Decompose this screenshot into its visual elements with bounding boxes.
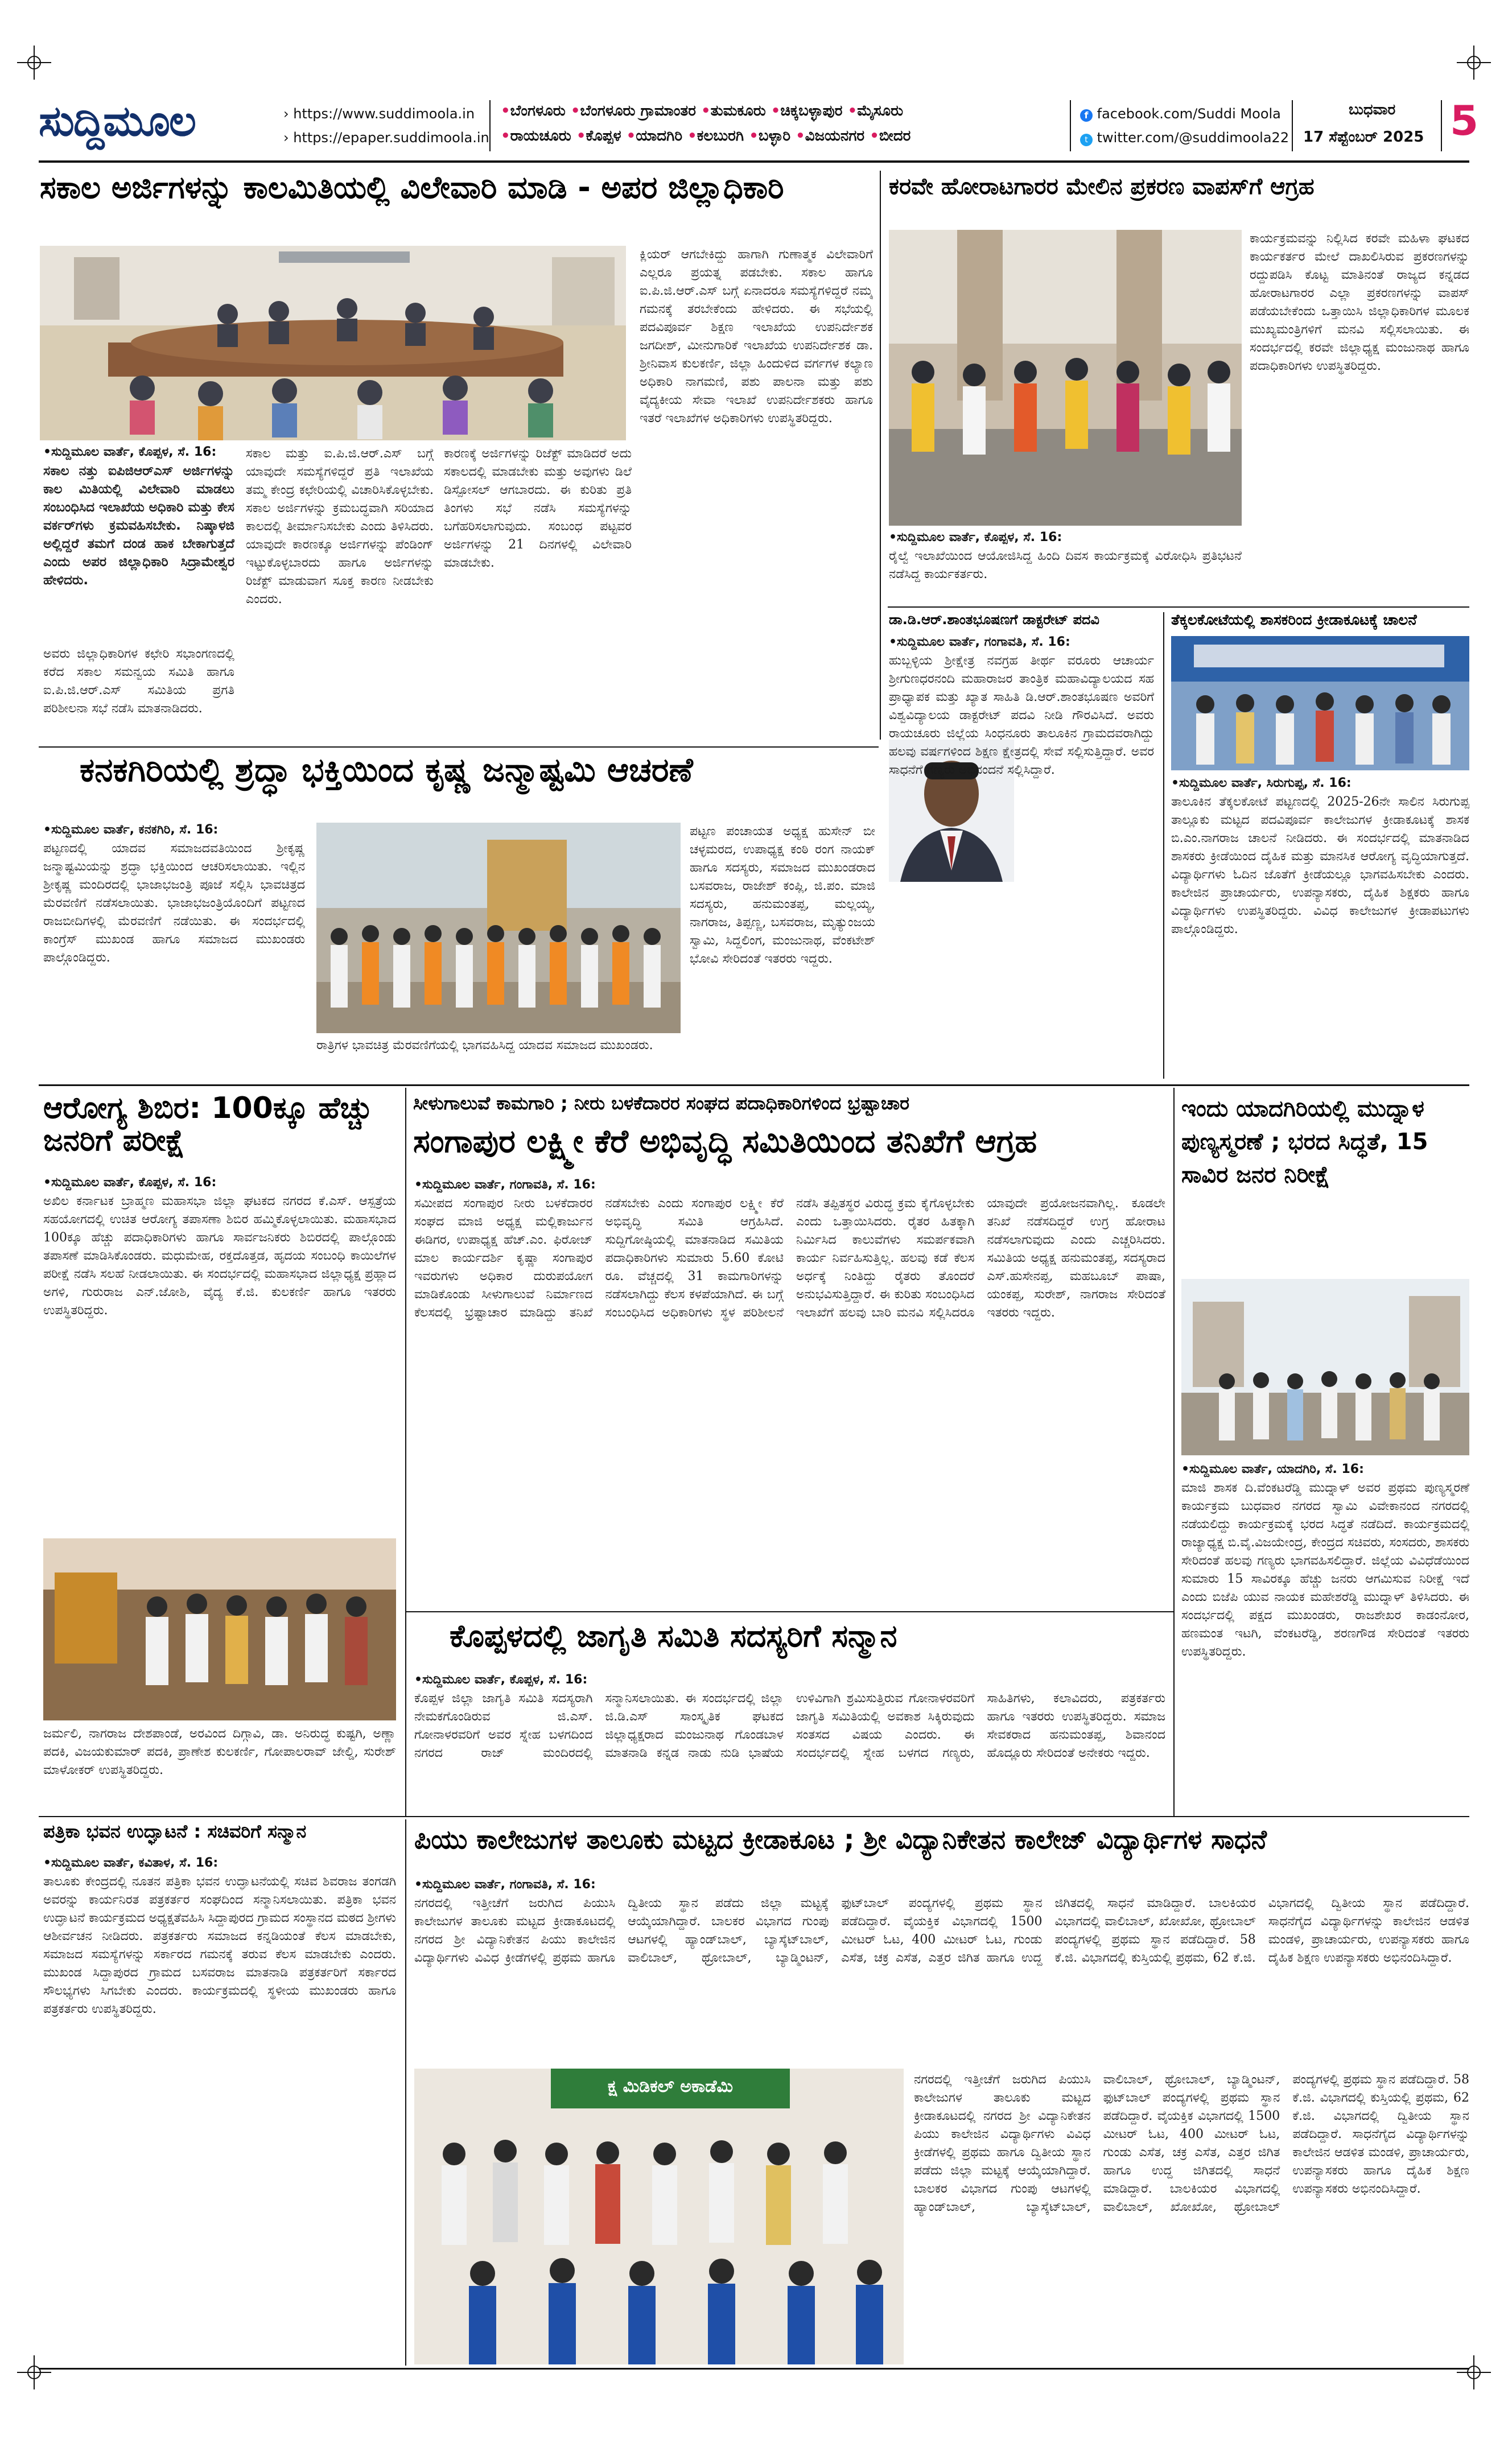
twitter-icon: t (1080, 134, 1093, 146)
facebook-link[interactable]: f facebook.com/Suddi Moola (1080, 106, 1281, 122)
article4-headline: ತೆಕ್ಕಲಕೋಟೆಯಲ್ಲಿ ಶಾಸಕರಿಂದ ಕ್ರೀಡಾಕೂಟಕ್ಕೆ ಚಾಲನೆ (1171, 612, 1417, 629)
article1-photo-meeting (40, 246, 626, 440)
article9-body: ಕೊಪ್ಪಳ ಜಿಲ್ಲಾ ಜಾಗೃತಿ ಸಮಿತಿ ಸದಸ್ಯರಾಗಿ ನೇಮಕಗೊಂಡಿರುವ ಜಿ.ಎಸ್. ಗೋನಾಳರವರಿಗೆ ಅವರ ಸ್ನೇಹ ಬಳಗದಿಂದ ನಗರದ ರಾಜ್ ಮಂದಿರದಲ್ಲಿ ಸನ್ಮಾನಿಸಲಾಯಿತು. ಈ ಸಂದರ್ಭದಲ್ಲಿ ಜಿಲ್ಲಾ ಜಿ.ಡಿ.ಎಸ್ ಸಾಂಸ್ಕೃತಿಕ ಘಟಕದ ಜಿಲ್ಲಾಧ್ಯಕ್ಷರಾದ ಮಂಜುನಾಥ ಗೊಂಡಬಾಳ ಮಾತನಾಡಿ ಕನ್ನಡ ನಾಡು ನುಡಿ ಭಾಷೆಯ ಉಳಿವಿಗಾಗಿ ಶ್ರಮಿಸುತ್ತಿರುವ ಗೋನಾಳರವರಿಗೆ ಜಾಗೃತಿ ಸಮಿತಿಯಲ್ಲಿ ಅವಕಾಶ ಸಿಕ್ಕಿರುವುದು ಸಂತಸದ ವಿಷಯ ಎಂದರು. ಈ ಸಂದರ್ಭದಲ್ಲಿ ಸ್ನೇಹ ಬಳಗದ ಗಣ್ಯರು, ಸಾಹಿತಿಗಳು, ಕಲಾವಿದರು, ಪತ್ರಕರ್ತರು ಹಾಗೂ ಇತರರು ಉಪಸ್ಥಿತರಿದ್ದರು. ಸಮಾಜ ಸೇವಕರಾದ ಹನುಮಂತಪ್ಪ, ಶಿವಾನಂದ ಹೊದ್ಲೂರು ಸೇರಿದಂತೆ ಅನೇಕರು ಇದ್ದರು. (414, 1691, 1165, 1760)
rule-above-a10 (39, 1816, 406, 1817)
city-list-row1: •ಬೆಂಗಳೂರು •ಬೆಂಗಳೂರು ಗ್ರಾಮಾಂತರ •ತುಮಕೂರು •ಚಿಕ್ಕಬಳ್ಳಾಪುರ •ಮೈಸೂರು (501, 102, 904, 119)
article2-headline: ಕರವೇ ಹೋರಾಟಗಾರರ ಮೇಲಿನ ಪ್ರಕರಣ ವಾಪಸ್‌ಗೆ ಆಗ್ರಹ (889, 174, 1315, 200)
masthead-divider-3 (1292, 100, 1293, 151)
article2-byline: •ಸುದ್ದಿಮೂಲ ವಾರ್ತೆ, ಕೊಪ್ಪಳ, ಸೆ. 16: (889, 530, 1062, 544)
article11-body-continued: ನಗರದಲ್ಲಿ ಇತ್ತೀಚೆಗೆ ಜರುಗಿದ ಪಿಯುಸಿ ಕಾಲೇಜುಗಳ ತಾಲೂಕು ಮಟ್ಟದ ಕ್ರೀಡಾಕೂಟದಲ್ಲಿ ನಗರದ ಶ್ರೀ ವಿದ್ಯಾನಿಕೇತನ ಪಿಯು ಕಾಲೇಜಿನ ವಿದ್ಯಾರ್ಥಿಗಳು ವಿವಿಧ ಕ್ರೀಡೆಗಳಲ್ಲಿ ಪ್ರಥಮ ಹಾಗೂ ದ್ವಿತೀಯ ಸ್ಥಾನ ಪಡೆದು ಜಿಲ್ಲಾ ಮಟ್ಟಕ್ಕೆ ಆಯ್ಕೆಯಾಗಿದ್ದಾರೆ. ಬಾಲಕರ ವಿಭಾಗದ ಗುಂಪು ಆಟಗಳಲ್ಲಿ ಹ್ಯಾಂಡ್‌ಬಾಲ್, ಬ್ಯಾಸ್ಕೆಟ್‌ಬಾಲ್, ವಾಲಿಬಾಲ್, ಥ್ರೋಬಾಲ್, ಬ್ಯಾಡ್ಮಿಂಟನ್, ಫುಟ್‌ಬಾಲ್ ಪಂದ್ಯಗಳಲ್ಲಿ ಪ್ರಥಮ ಸ್ಥಾನ ಪಡೆದಿದ್ದಾರೆ. ವೈಯಕ್ತಿಕ ವಿಭಾಗದಲ್ಲಿ 1500 ಮೀಟರ್ ಓಟ, 400 ಮೀಟರ್ ಓಟ, ಗುಂಡು ಎಸೆತ, ಚಕ್ರ ಎಸೆತ, ಎತ್ತರ ಜಿಗಿತ ಹಾಗೂ ಉದ್ದ ಜಿಗಿತದಲ್ಲಿ ಸಾಧನೆ ಮಾಡಿದ್ದಾರೆ. ಬಾಲಕಿಯರ ವಿಭಾಗದಲ್ಲಿ ವಾಲಿಬಾಲ್, ಖೋಖೋ, ಥ್ರೋಬಾಲ್ ಪಂದ್ಯಗಳಲ್ಲಿ ಪ್ರಥಮ ಸ್ಥಾನ ಪಡೆದಿದ್ದಾರೆ. 58 ಕೆ.ಜಿ. ವಿಭಾಗದಲ್ಲಿ ಕುಸ್ತಿಯಲ್ಲಿ ಪ್ರಥಮ, 62 ಕೆ.ಜಿ. ವಿಭಾಗದಲ್ಲಿ ದ್ವಿತೀಯ ಸ್ಥಾನ ಪಡೆದಿದ್ದಾರೆ. ಸಾಧನೆಗೈದ ವಿದ್ಯಾರ್ಥಿಗಳನ್ನು ಕಾಲೇಜಿನ ಆಡಳಿತ ಮಂಡಳಿ, ಪ್ರಾಚಾರ್ಯರು, ಉಪನ್ಯಾಸಕರು ಹಾಗೂ ದೈಹಿಕ ಶಿಕ್ಷಣ ಉಪನ್ಯಾಸಕರು ಅಭಿನಂದಿಸಿದ್ದಾರೆ. (914, 2073, 1469, 2214)
city-list-row2: •ರಾಯಚೂರು •ಕೊಪ್ಪಳ •ಯಾದಗಿರಿ •ಕಲಬುರಗಿ •ಬಳ್ಳಾರಿ •ವಿಜಯನಗರ •ಬೀದರ (501, 127, 911, 145)
rule-above-a9 (405, 1611, 1173, 1612)
article1-headline: ಸಕಾಲ ಅರ್ಜಿಗಳನ್ನು ಕಾಲಮಿತಿಯಲ್ಲಿ ವಿಲೇವಾರಿ ಮಾಡಿ - ಅಪರ ಜಿಲ್ಲಾಧಿಕಾರಿ (40, 170, 784, 205)
crop-mark-top-right (1457, 46, 1491, 80)
article5-col3: ಪಟ್ಟಣ ಪಂಚಾಯತ ಅಧ್ಯಕ್ಷ ಹುಸೇನ್ ಬೀ ಚಳ್ಳಮರದ, ಉಪಾಧ್ಯಕ್ಷ ಕಂಠಿ ರಂಗ ನಾಯಕ್ ಹಾಗೂ ಸದಸ್ಯರು, ಸಮಾಜದ ಮುಖಂಡರಾದ ಬಸವರಾಜ, ರಾಜೇಶ್ ಕಂಪ್ಲಿ, ಜಿ.ಪಂ. ಮಾಜಿ ಸದಸ್ಯರು, ಹನುಮಂತಪ್ಪ, ಮಲ್ಲಯ್ಯ, ನಾಗರಾಜ, ತಿಪ್ಪಣ್ಣ, ಬಸವರಾಜ, ಮೃತ್ಯುಂಜಯ ಸ್ವಾಮಿ, ಸಿದ್ದಲಿಂಗ, ಮಂಜುನಾಥ, ವೆಂಕಟೇಶ್ ಭೋವಿ ಸೇರಿದಂತೆ ಇತರರು ಇದ್ದರು. (690, 824, 875, 966)
article9-headline: ಕೊಪ್ಪಳದಲ್ಲಿ ಜಾಗೃತಿ ಸಮಿತಿ ಸದಸ್ಯರಿಗೆ ಸನ್ಮಾನ (450, 1618, 897, 1654)
article6-byline: •ಸುದ್ದಿಮೂಲ ವಾರ್ತೆ, ಕೊಪ್ಪಳ, ಸೆ. 16: (43, 1175, 217, 1190)
article1-col1: ಅವರು ಜಿಲ್ಲಾಧಿಕಾರಿಗಳ ಕಛೇರಿ ಸಭಾಂಗಣದಲ್ಲಿ ಕರೆದ ಸಕಾಲ ಸಮನ್ವಯ ಸಮಿತಿ ಹಾಗೂ ಐ.ಪಿ.ಜಿ.ಆರ್.ಎಸ್ ಸಮಿತಿಯ ಪ್ರಗತಿ ಪರಿಶೀಲನಾ ಸಭೆ ನಡೆಸಿ ಮಾತನಾಡಿದರು. (43, 647, 234, 716)
article8-body: ಮಾಜಿ ಶಾಸಕ ದಿ.ವೆಂಕಟರೆಡ್ಡಿ ಮುದ್ನಾಳ್ ಅವರ ಪ್ರಥಮ ಪುಣ್ಯಸ್ಮರಣೆ ಕಾರ್ಯಕ್ರಮ ಬುಧವಾರ ನಗರದ ಸ್ವಾಮಿ ವಿವೇಕಾನಂದ ನಗರದಲ್ಲಿ ನಡೆಯಲಿದ್ದು ಕಾರ್ಯಕ್ರಮಕ್ಕೆ ಭರದ ಸಿದ್ಧತೆ ನಡೆದಿದೆ. ಕಾರ್ಯಕ್ರಮದಲ್ಲಿ ರಾಜ್ಯಾಧ್ಯಕ್ಷ ಬಿ.ವೈ.ವಿಜಯೇಂದ್ರ, ಕೇಂದ್ರದ ಸಚಿವರು, ಸಂಸದರು, ಶಾಸಕರು ಸೇರಿದಂತೆ ಹಲವು ಗಣ್ಯರು ಭಾಗವಹಿಸಲಿದ್ದಾರೆ. ಜಿಲ್ಲೆಯ ವಿವಿಧೆಡೆಯಿಂದ ಸುಮಾರು 15 ಸಾವಿರಕ್ಕೂ ಹೆಚ್ಚು ಜನರು ಆಗಮಿಸುವ ನಿರೀಕ್ಷೆ ಇದೆ ಎಂದು ಬಿಜೆಪಿ ಯುವ ನಾಯಕ ಮಹೇಶರೆಡ್ಡಿ ಮುದ್ನಾಳ್ ತಿಳಿಸಿದರು. ಈ ಸಂದರ್ಭದಲ್ಲಿ ಪಕ್ಷದ ಮುಖಂಡರು, ರಾಜಶೇಖರ ಕಾಡಂನೋರ, ಹಣಮಂತ ಇಟಗಿ, ವೆಂಕಟರೆಡ್ಡಿ, ಶರಣಗೌಡ ಸೇರಿದಂತೆ ಇತರರು ಉಪಸ್ಥಿತರಿದ್ದರು. (1181, 1481, 1469, 1659)
article7-byline: •ಸುದ್ದಿಮೂಲ ವಾರ್ತೆ, ಗಂಗಾವತಿ, ಸೆ. 16: (414, 1178, 596, 1192)
article8-byline: •ಸುದ್ದಿಮೂಲ ವಾರ್ತೆ, ಯಾದಗಿರಿ, ಸೆ. 16: (1181, 1462, 1364, 1476)
article5-col1: ಪಟ್ಟಣದಲ್ಲಿ ಯಾದವ ಸಮಾಜದವತಿಯಿಂದ ಶ್ರೀಕೃಷ್ಣ ಜನ್ಮಾಷ್ಟಮಿಯನ್ನು ಶ್ರದ್ಧಾ ಭಕ್ತಿಯಿಂದ ಆಚರಿಸಲಾಯಿತು. ಇಲ್ಲಿನ ಶ್ರೀಕೃಷ್ಣ ಮಂದಿರದಲ್ಲಿ ಭಾಜಾಭಜಂತ್ರಿ ಪೂಜೆ ಸಲ್ಲಿಸಿ ಭಾವಚಿತ್ರದ ಮೆರವಣಿಗೆ ನಡೆಸಲಾಯಿತು. ಭಾಜಾಭಜಂತ್ರಿಯೊಂದಿಗೆ ಪಟ್ಟಣದ ರಾಜಬೀದಿಗಳಲ್ಲಿ ಮೆರವಣಿಗೆ ನಡೆಯಿತು. ಈ ಸಂದರ್ಭದಲ್ಲಿ ಕಾಂಗ್ರೆಸ್ ಮುಖಂಡ ಹಾಗೂ ಸಮಾಜದ ಮುಖಂಡರು ಪಾಲ್ಗೊಂಡಿದ್ದರು. (43, 841, 305, 965)
article11-banner-text: ಕ್ಷ ಮಿಡಿಕಲ್ ಅಕಾಡೆಮಿ (607, 2077, 734, 2096)
weekday: ಬುಧವಾರ (1349, 101, 1396, 118)
article2-body: ಕಾರ್ಯಕ್ರಮವನ್ನು ನಿಲ್ಲಿಸಿದ ಕರವೇ ಮಹಿಳಾ ಘಟಕದ ಕಾರ್ಯಕರ್ತರ ಮೇಲೆ ದಾಖಲಿಸಿರುವ ಪ್ರಕರಣಗಳನ್ನು ರದ್ದುಪಡಿಸಿ ಕೊಟ್ಟ ಮಾತಿನಂತೆ ರಾಜ್ಯದ ಕನ್ನಡದ ಹೋರಾಟಗಾರರ ಎಲ್ಲಾ ಪ್ರಕರಣಗಳನ್ನು ವಾಪಸ್ ಪಡೆಯಬೇಕೆಂದು ಒತ್ತಾಯಿಸಿ ಜಿಲ್ಲಾಧಿಕಾರಿಗಳ ಮೂಲಕ ಮುಖ್ಯಮಂತ್ರಿಗಳಿಗೆ ಮನವಿ ಸಲ್ಲಿಸಲಾಯಿತು. ಈ ಸಂದರ್ಭದಲ್ಲಿ ಕರವೇ ಜಿಲ್ಲಾಧ್ಯಕ್ಷ ಮಂಜುನಾಥ ಹಾಗೂ ಪದಾಧಿಕಾರಿಗಳು ಉಪಸ್ಥಿತರಿದ್ದರು. (1250, 232, 1469, 373)
article5-photo-procession (316, 823, 681, 1033)
article1-col4: ಕ್ಲಿಯರ್ ಆಗಬೇಕಿದ್ದು ಹಾಗಾಗಿ ಗುಣಾತ್ಮಕ ವಿಲೇವಾರಿಗೆ ಎಲ್ಲರೂ ಪ್ರಯತ್ನ ಪಡಬೇಕು. ಸಕಾಲ ಹಾಗೂ ಐ.ಪಿ.ಜಿ.ಆರ್.ಎಸ್ ಬಗ್ಗೆ ಏನಾದರೂ ಸಮಸ್ಯೆಗಳಿದ್ದರೆ ನಮ್ಮ ಗಮನಕ್ಕೆ ತರಬೇಕೆಂದು ಹೇಳಿದರು. ಈ ಸಭೆಯಲ್ಲಿ ಪದವಿಪೂರ್ವ ಶಿಕ್ಷಣ ಇಲಾಖೆಯ ಉಪನಿರ್ದೇಶಕ ಜಗದೀಶ್, ಮೀನುಗಾರಿಕೆ ಇಲಾಖೆಯ ಉಪನಿರ್ದೇಶಕ ಡಾ. ಶ್ರೀನಿವಾಸ ಕುಲಕರ್ಣಿ, ಜಿಲ್ಲಾ ಹಿಂದುಳಿದ ವರ್ಗಗಳ ಕಲ್ಯಾಣ ಅಧಿಕಾರಿ ನಾಗಮಣಿ, ಪಶು ಪಾಲನಾ ಮತ್ತು ಪಶು ವೈದ್ಯಕೀಯ ಸೇವಾ ಇಲಾಖೆ ಉಪನಿರ್ದೇಶಕರು ಹಾಗೂ ಇತರೆ ಇಲಾಖೆಗಳ ಅಧಿಕಾರಿಗಳು ಉಪಸ್ಥಿತರಿದ್ದರು. (640, 247, 873, 426)
article4-body: ತಾಲೂಕಿನ ತೆಕ್ಕಲಕೋಟೆ ಪಟ್ಟಣದಲ್ಲಿ 2025-26ನೇ ಸಾಲಿನ ಸಿರುಗುಪ್ಪ ತಾಲ್ಲೂಕು ಮಟ್ಟದ ಪದವಿಪೂರ್ವ ಕಾಲೇಜುಗಳ ಕ್ರೀಡಾಕೂಟಕ್ಕೆ ಶಾಸಕ ಬಿ.ಎಂ.ನಾಗರಾಜ ಚಾಲನೆ ನೀಡಿದರು. ಈ ಸಂದರ್ಭದಲ್ಲಿ ಮಾತನಾಡಿದ ಶಾಸಕರು ಕ್ರೀಡೆಯಿಂದ ದೈಹಿಕ ಮತ್ತು ಮಾನಸಿಕ ಆರೋಗ್ಯ ವೃದ್ಧಿಯಾಗುತ್ತದೆ. ವಿದ್ಯಾರ್ಥಿಗಳು ಓದಿನ ಜೊತೆಗೆ ಕ್ರೀಡೆಯಲ್ಲೂ ಭಾಗವಹಿಸಬೇಕು ಎಂದರು. ಕಾಲೇಜಿನ ಪ್ರಾಚಾರ್ಯರು, ಉಪನ್ಯಾಸಕರು, ದೈಹಿಕ ಶಿಕ್ಷಕರು ಹಾಗೂ ವಿದ್ಯಾರ್ಥಿಗಳು ಉಪಸ್ಥಿತರಿದ್ದರು. ವಿವಿಧ ಕಾಲೇಜುಗಳ ಕ್ರೀಡಾಪಟುಗಳು ಪಾಲ್ಗೊಂಡಿದ್ದರು. (1171, 795, 1469, 936)
article2-caption: ರೈಲ್ವೆ ಇಲಾಖೆಯಿಂದ ಆಯೋಜಿಸಿದ್ದ ಹಿಂದಿ ದಿವಸ ಕಾರ್ಯಕ್ರಮಕ್ಕೆ ವಿರೋಧಿಸಿ ಪ್ರತಿಭಟನೆ ನಡೆಸಿದ್ದ ಕಾರ್ಯಕರ್ತರು. (889, 549, 1242, 581)
article11-body: ನಗರದಲ್ಲಿ ಇತ್ತೀಚೆಗೆ ಜರುಗಿದ ಪಿಯುಸಿ ಕಾಲೇಜುಗಳ ತಾಲೂಕು ಮಟ್ಟದ ಕ್ರೀಡಾಕೂಟದಲ್ಲಿ ನಗರದ ಶ್ರೀ ವಿದ್ಯಾನಿಕೇತನ ಪಿಯು ಕಾಲೇಜಿನ ವಿದ್ಯಾರ್ಥಿಗಳು ವಿವಿಧ ಕ್ರೀಡೆಗಳಲ್ಲಿ ಪ್ರಥಮ ಹಾಗೂ ದ್ವಿತೀಯ ಸ್ಥಾನ ಪಡೆದು ಜಿಲ್ಲಾ ಮಟ್ಟಕ್ಕೆ ಆಯ್ಕೆಯಾಗಿದ್ದಾರೆ. ಬಾಲಕರ ವಿಭಾಗದ ಗುಂಪು ಆಟಗಳಲ್ಲಿ ಹ್ಯಾಂಡ್‌ಬಾಲ್, ಬ್ಯಾಸ್ಕೆಟ್‌ಬಾಲ್, ವಾಲಿಬಾಲ್, ಥ್ರೋಬಾಲ್, ಬ್ಯಾಡ್ಮಿಂಟನ್, ಫುಟ್‌ಬಾಲ್ ಪಂದ್ಯಗಳಲ್ಲಿ ಪ್ರಥಮ ಸ್ಥಾನ ಪಡೆದಿದ್ದಾರೆ. ವೈಯಕ್ತಿಕ ವಿಭಾಗದಲ್ಲಿ 1500 ಮೀಟರ್ ಓಟ, 400 ಮೀಟರ್ ಓಟ, ಗುಂಡು ಎಸೆತ, ಚಕ್ರ ಎಸೆತ, ಎತ್ತರ ಜಿಗಿತ ಹಾಗೂ ಉದ್ದ ಜಿಗಿತದಲ್ಲಿ ಸಾಧನೆ ಮಾಡಿದ್ದಾರೆ. ಬಾಲಕಿಯರ ವಿಭಾಗದಲ್ಲಿ ವಾಲಿಬಾಲ್, ಖೋಖೋ, ಥ್ರೋಬಾಲ್ ಪಂದ್ಯಗಳಲ್ಲಿ ಪ್ರಥಮ ಸ್ಥಾನ ಪಡೆದಿದ್ದಾರೆ. 58 ಕೆ.ಜಿ. ವಿಭಾಗದಲ್ಲಿ ಕುಸ್ತಿಯಲ್ಲಿ ಪ್ರಥಮ, 62 ಕೆ.ಜಿ. ವಿಭಾಗದಲ್ಲಿ ದ್ವಿತೀಯ ಸ್ಥಾನ ಪಡೆದಿದ್ದಾರೆ. ಸಾಧನೆಗೈದ ವಿದ್ಯಾರ್ಥಿಗಳನ್ನು ಕಾಲೇಜಿನ ಆಡಳಿತ ಮಂಡಳಿ, ಪ್ರಾಚಾರ್ಯರು, ಉಪನ್ಯಾಸಕರು ಹಾಗೂ ದೈಹಿಕ ಶಿಕ್ಷಣ ಉಪನ್ಯಾಸಕರು ಅಭಿನಂದಿಸಿದ್ದಾರೆ. (414, 1896, 1469, 1965)
page-bottom-rule (39, 2368, 1469, 2370)
epaper-url[interactable]: › https://epaper.suddimoola.in (283, 130, 489, 146)
article1-byline: •ಸುದ್ದಿಮೂಲ ವಾರ್ತೆ, ಕೊಪ್ಪಳ, ಸೆ. 16: (43, 445, 217, 459)
article5-headline: ಕನಕಗಿರಿಯಲ್ಲಿ ಶ್ರದ್ಧಾ ಭಕ್ತಿಯಿಂದ ಕೃಷ್ಣ ಜನ್ಮಾಷ್ಟಮಿ ಆಚರಣೆ (80, 750, 693, 789)
article6-caption: ಜರ್ಮಲಿ, ನಾಗರಾಜ ದೇಶಪಾಂಡೆ, ಅರವಿಂದ ದಿಗ್ಗಾವಿ, ಡಾ. ಅನಿರುದ್ಧ ಕುಷ್ಟಗಿ, ಅಣ್ಣಾ ಪದಕಿ, ವಿಜಯಕುಮಾರ್ ಪದಕಿ, ಪ್ರಾಣೇಶ ಕುಲಕರ್ಣಿ, ಗೋಪಾಲರಾವ್ ಜೇಲ್ಡಿ, ಸುರೇಶ್ ಮಾಳೋಕರ್ ಉಪಸ್ಥಿತರಿದ್ದರು. (43, 1727, 396, 1777)
masthead-bottom-rule (39, 160, 1469, 163)
article5-caption: ರಾತ್ರಿಗಳ ಭಾವಚಿತ್ರ ಮೆರವಣಿಗೆಯಲ್ಲಿ ಭಾಗವಹಿಸಿದ್ದ ಯಾದವ ಸಮಾಜದ ಮುಖಂಡರು. (316, 1038, 653, 1053)
page-number: 5 (1450, 97, 1479, 145)
masthead-divider-2 (1070, 100, 1071, 151)
article10-body: ತಾಲೂಕು ಕೇಂದ್ರದಲ್ಲಿ ನೂತನ ಪತ್ರಿಕಾ ಭವನ ಉದ್ಘಾಟನೆಯಲ್ಲಿ ಸಚಿವ ಶಿವರಾಜ ತಂಗಡಗಿ ಅವರನ್ನು ಕಾರ್ಯನಿರತ ಪತ್ರಕರ್ತರ ಸಂಘದಿಂದ ಸನ್ಮಾನಿಸಲಾಯಿತು. ಪತ್ರಿಕಾ ಭವನ ಉದ್ಘಾಟನೆ ಕಾರ್ಯಕ್ರಮದ ಅಧ್ಯಕ್ಷತೆವಹಿಸಿ ಸಿದ್ದಾಪುರದ ಗ್ರಾಮದ ಸಂಸ್ಥಾನದ ಮಠದ ಶ್ರೀಗಳು ಆಶೀರ್ವಚನ ನೀಡಿದರು. ಪತ್ರಕರ್ತರು ಸಮಾಜದ ಕನ್ನಡಿಯಂತೆ ಕೆಲಸ ಮಾಡಬೇಕು, ಸಮಾಜದ ಸಮಸ್ಯೆಗಳನ್ನು ಸರ್ಕಾರದ ಗಮನಕ್ಕೆ ತರುವ ಕೆಲಸ ಮಾಡಬೇಕು ಎಂದರು. ಮುಖಂಡ ಸಿದ್ದಾಪುರದ ಗ್ರಾಮದ ಬಸವರಾಜ ಮಾತನಾಡಿ ಪತ್ರಕರ್ತರಿಗೆ ಸರ್ಕಾರದ ಸೌಲಭ್ಯಗಳು ಸಿಗಬೇಕು ಎಂದರು. ಕಾರ್ಯಕ್ರಮದಲ್ಲಿ ಸ್ಥಳೀಯ ಮುಖಂಡರು ಹಾಗೂ ಪತ್ರಕರ್ತರು ಉಪಸ್ಥಿತರಿದ್ದರು. (43, 1875, 396, 2016)
column-divider-a1-a2 (880, 171, 881, 740)
column-divider-a3-a4 (1163, 612, 1164, 1079)
article11-headline: ಪಿಯು ಕಾಲೇಜುಗಳ ತಾಲೂಕು ಮಟ್ಟದ ಕ್ರೀಡಾಕೂಟ ; ಶ್ರೀ ವಿದ್ಯಾನಿಕೇತನ ಕಾಲೇಜ್ ವಿದ್ಯಾರ್ಥಿಗಳ ಸಾಧನೆ (414, 1824, 1267, 1855)
crop-mark-top-left (17, 46, 51, 80)
article11-byline: •ಸುದ್ದಿಮೂಲ ವಾರ್ತೆ, ಗಂಗಾವತಿ, ಸೆ. 16: (414, 1877, 596, 1892)
article7-headline: ಸಂಗಾಪುರ ಲಕ್ಷ್ಮೀ ಕೆರೆ ಅಭಿವೃದ್ಧಿ ಸಮಿತಿಯಿಂದ ತನಿಖೆಗೆ ಆಗ್ರಹ (413, 1123, 1037, 1160)
article3-headline: ಡಾ.ಡಿ.ಆರ್.ಶಾಂತಭೂಷಣಗೆ ಡಾಕ್ಟರೇಟ್ ಪದವಿ (889, 612, 1099, 628)
article1-col3: ಕಾರಣಕ್ಕೆ ಅರ್ಜಿಗಳನ್ನು ರಿಜೆಕ್ಟ್ ಮಾಡಿದರೆ ಅದು ಸಕಾಲದಲ್ಲಿ ಮಾಡಬೇಕು ಮತ್ತು ಅವುಗಳು ಡಿಲೆ ಡಿಸ್ಪೋಸಲ್ ಆಗಬಾರದು. ಈ ಕುರಿತು ಪ್ರತಿ ತಿಂಗಳು ಸಭೆ ನಡೆಸಿ ಸಮಸ್ಯೆಗಳನ್ನು ಬಗೆಹರಿಸಲಾಗುವುದು. ಸಂಬಂಧ ಪಟ್ಟವರ ಅರ್ಜಿಗಳನ್ನು 21 ದಿನಗಳಲ್ಲಿ ವಿಲೇವಾರಿ ಮಾಡಬೇಕು. (444, 447, 632, 570)
article6-photo-health-camp (43, 1538, 396, 1720)
issue-date: 17 ಸೆಪ್ಟೆಂಬರ್ 2025 (1303, 129, 1424, 146)
article11-photo-winners (414, 2069, 904, 2364)
article4-photo-sports (1171, 636, 1469, 770)
article2-photo-protest (889, 230, 1242, 526)
article7-body: ಸಮೀಪದ ಸಂಗಾಪುರ ನೀರು ಬಳಕೆದಾರರ ಸಂಘದ ಮಾಜಿ ಅಧ್ಯಕ್ಷ ಮಲ್ಲಿಕಾರ್ಜುನ ಈಡಿಗರ, ಉಪಾಧ್ಯಕ್ಷ ಹೆಚ್.ಎಂ. ಫಿರೋಜ್ ಮಾಲ ಕಾರ್ಯದರ್ಶಿ ಕೃಷ್ಣಾ ಸಂಗಾಪುರ ಇವರುಗಳು ಅಧಿಕಾರ ದುರುಪಯೋಗ ಮಾಡಿಕೊಂಡು ಸೀಳುಗಾಲುವೆ ನಿರ್ಮಾಣದ ಕೆಲಸದಲ್ಲಿ ಭ್ರಷ್ಟಾಚಾರ ಮಾಡಿದ್ದು ತನಿಖೆ ನಡೆಸಬೇಕು ಎಂದು ಸಂಗಾಪುರ ಲಕ್ಷ್ಮೀ ಕೆರೆ ಅಭಿವೃದ್ಧಿ ಸಮಿತಿ ಆಗ್ರಹಿಸಿದೆ. ಸುದ್ದಿಗೋಷ್ಠಿಯಲ್ಲಿ ಮಾತನಾಡಿದ ಸಮಿತಿಯ ಪದಾಧಿಕಾರಿಗಳು ಸುಮಾರು 5.60 ಕೋಟಿ ರೂ. ವೆಚ್ಚದಲ್ಲಿ 31 ಕಾಮಗಾರಿಗಳನ್ನು ನಡೆಸಲಾಗಿದ್ದು ಕೆಲಸ ಕಳಪೆಯಾಗಿದೆ. ಈ ಬಗ್ಗೆ ಸಂಬಂಧಿಸಿದ ಅಧಿಕಾರಿಗಳು ಸ್ಥಳ ಪರಿಶೀಲನೆ ನಡೆಸಿ ತಪ್ಪಿತಸ್ಥರ ವಿರುದ್ಧ ಕ್ರಮ ಕೈಗೊಳ್ಳಬೇಕು ಎಂದು ಒತ್ತಾಯಿಸಿದರು. ರೈತರ ಹಿತಕ್ಕಾಗಿ ನಿರ್ಮಿಸಿದ ಕಾಲುವೆಗಳು ಸಮರ್ಪಕವಾಗಿ ಕಾರ್ಯ ನಿರ್ವಹಿಸುತ್ತಿಲ್ಲ. ಹಲವು ಕಡೆ ಕೆಲಸ ಅರ್ಧಕ್ಕೆ ನಿಂತಿದ್ದು ರೈತರು ತೊಂದರೆ ಅನುಭವಿಸುತ್ತಿದ್ದಾರೆ. ಈ ಕುರಿತು ಸಂಬಂಧಿಸಿದ ಇಲಾಖೆಗೆ ಹಲವು ಬಾರಿ ಮನವಿ ಸಲ್ಲಿಸಿದರೂ ಯಾವುದೇ ಪ್ರಯೋಜನವಾಗಿಲ್ಲ. ಕೂಡಲೇ ತನಿಖೆ ನಡೆಸದಿದ್ದರೆ ಉಗ್ರ ಹೋರಾಟ ನಡೆಸಲಾಗುವುದು ಎಂದು ಎಚ್ಚರಿಸಿದರು. ಸಮಿತಿಯ ಅಧ್ಯಕ್ಷ ಹನುಮಂತಪ್ಪ, ಸದಸ್ಯರಾದ ಎಸ್.ಹುಸೇನಪ್ಪ, ಮಹಬೂಬ್ ಪಾಷಾ, ಯಂಕಪ್ಪ, ಸುರೇಶ್, ನಾಗರಾಜ ಸೇರಿದಂತೆ ಇತರರು ಇದ್ದರು. (414, 1196, 1165, 1320)
article6-headline: ಆರೋಗ್ಯ ಶಿಬಿರ: 100ಕ್ಕೂ ಹೆಚ್ಚು ಜನರಿಗೆ ಪರೀಕ್ಷೆ (43, 1091, 373, 1158)
article1-lead: ಸಕಾಲ ನತ್ತು ಐಪಿಜಿಆರ್‌ಎಸ್ ಅರ್ಜಿಗಳನ್ನು ಕಾಲ ಮಿತಿಯಲ್ಲಿ ವಿಲೇವಾರಿ ಮಾಡಲು ಸಂಬಂಧಿಸಿದ ಇಲಾಖೆಯ ಅಧಿಕಾರಿ ಮತ್ತು ಕೇಸ ವರ್ಕರ್‌ಗಳು ಕ್ರಮವಹಿಸಬೇಕು. ನಿಷ್ಕಾಳಜಿ ಅಲ್ಲಿದ್ದರೆ ತಮಗೆ ದಂಡ ಹಾಕ ಬೇಕಾಗುತ್ತದೆ ಎಂದು ಅಪರ ಜಿಲ್ಲಾಧಿಕಾರಿ ಸಿದ್ರಾಮೇಶ್ವರ ಹೇಳಿದರು. (43, 464, 234, 588)
article8-headline: ಇಂದು ಯಾದಗಿರಿಯಲ್ಲಿ ಮುದ್ನಾಳ ಪುಣ್ಯಸ್ಮರಣೆ ; ಭರದ ಸಿದ್ಧತೆ, 15 ಸಾವಿರ ಜನರ ನಿರೀಕ್ಷೆ (1181, 1096, 1428, 1188)
rule-above-a11 (405, 1816, 1469, 1817)
masthead-divider-1 (489, 100, 491, 151)
article7-kicker: ಸೀಳುಗಾಲುವೆ ಕಾಮಗಾರಿ ; ನೀರು ಬಳಕೆದಾರರ ಸಂಘದ ಪದಾಧಿಕಾರಿಗಳಿಂದ ಭ್ರಷ್ಟಾಚಾರ (413, 1092, 910, 1114)
website-url[interactable]: › https://www.suddimoola.in (283, 106, 475, 122)
rule-above-a5 (39, 746, 879, 748)
article9-byline: •ಸುದ್ದಿಮೂಲ ವಾರ್ತೆ, ಕೊಪ್ಪಳ, ಸೆ. 16: (414, 1673, 588, 1687)
column-divider-a7-a8 (1173, 1088, 1175, 1816)
article8-photo-preparations (1181, 1279, 1469, 1455)
masthead-logo: ಸುದ್ದಿಮೂಲ (39, 97, 195, 146)
article4-byline: •ಸುದ್ದಿಮೂಲ ವಾರ್ತೆ, ಸಿರುಗುಪ್ಪ, ಸೆ. 16: (1171, 776, 1352, 790)
article10-headline: ಪತ್ರಿಕಾ ಭವನ ಉದ್ಘಾಟನೆ : ಸಚಿವರಿಗೆ ಸನ್ಮಾನ (43, 1821, 307, 1842)
twitter-link[interactable]: t twitter.com/@suddimoola22 (1080, 130, 1289, 146)
article3-body: ಹುಬ್ಬಳ್ಳಿಯ ಶ್ರೀಕ್ಷೇತ್ರ ನವಗ್ರಹ ತೀರ್ಥ ವರೂರು ಆಚಾರ್ಯ ಶ್ರೀಗುಣಧರನಂದಿ ಮಹಾರಾಜರ ತಾಂತ್ರಿಕ ಮಹಾವಿದ್ಯಾಲಯದ ಸಹ ಪ್ರಾಧ್ಯಾಪಕ ಮತ್ತು ಖ್ಯಾತ ಸಾಹಿತಿ ಡಿ.ಆರ್.ಶಾಂತಭೂಷಣ ಅವರಿಗೆ ವಿಶ್ವವಿದ್ಯಾಲಯ ಡಾಕ್ಟರೇಟ್ ಪದವಿ ನೀಡಿ ಗೌರವಿಸಿದೆ. ಅವರು ರಾಯಚೂರು ಜಿಲ್ಲೆಯ ಸಿಂಧನೂರು ತಾಲೂಕಿನ ಗ್ರಾಮದವರಾಗಿದ್ದು ಹಲವು ವರ್ಷಗಳಿಂದ ಶಿಕ್ಷಣ ಕ್ಷೇತ್ರದಲ್ಲಿ ಸೇವೆ ಸಲ್ಲಿಸುತ್ತಿದ್ದಾರೆ. ಅವರ ಸಾಧನೆಗೆ ಗಣ್ಯರು ಅಭಿನಂದನೆ ಸಲ್ಲಿಸಿದ್ದಾರೆ. (889, 654, 1154, 777)
rule-above-a6 (39, 1084, 1469, 1086)
rule-under-a2 (888, 606, 1469, 608)
article10-byline: •ಸುದ್ದಿಮೂಲ ವಾರ್ತೆ, ಕವಿತಾಳ, ಸೆ. 16: (43, 1856, 219, 1870)
masthead-divider-4 (1441, 100, 1442, 151)
facebook-icon: f (1080, 109, 1093, 122)
column-divider-a10-a11 (405, 1819, 406, 2366)
article5-byline: •ಸುದ್ದಿಮೂಲ ವಾರ್ತೆ, ಕನಕಗಿರಿ, ಸೆ. 16: (43, 823, 219, 837)
article1-col2: ಸಕಾಲ ಮತ್ತು ಐ.ಪಿ.ಜಿ.ಆರ್.ಎಸ್ ಬಗ್ಗೆ ಯಾವುದೇ ಸಮಸ್ಯೆಗಳಿದ್ದರೆ ಪ್ರತಿ ಇಲಾಖೆಯ ತಮ್ಮ ಕೇಂದ್ರ ಕಛೇರಿಯಲ್ಲಿ ವಿಚಾರಿಸಿಕೊಳ್ಳಬೇಕು. ಸಕಾಲ ಅರ್ಜಿಗಳನ್ನು ಕ್ರಮಬದ್ಧವಾಗಿ ಸರಿಯಾದ ಕಾಲದಲ್ಲಿ ತೀರ್ಮಾನಿಸಬೇಕು ಎಂದು ತಿಳಿಸಿದರು. ಯಾವುದೇ ಕಾರಣಕ್ಕೂ ಅರ್ಜಿಗಳನ್ನು ಪೆಂಡಿಂಗ್ ಇಟ್ಟುಕೊಳ್ಳಬಾರದು ಹಾಗೂ ಅರ್ಜಿಗಳನ್ನು ರಿಜೆಕ್ಟ್ ಮಾಡುವಾಗ ಸೂಕ್ತ ಕಾರಣ ನೀಡಬೇಕು ಎಂದರು. (246, 447, 434, 606)
column-divider-a6-a7 (405, 1088, 406, 1816)
article6-body: ಅಖಿಲ ಕರ್ನಾಟಕ ಬ್ರಾಹ್ಮಣ ಮಹಾಸಭಾ ಜಿಲ್ಲಾ ಘಟಕದ ನಗರದ ಕೆ.ಎಸ್. ಆಸ್ಪತ್ರೆಯ ಸಹಯೋಗದಲ್ಲಿ ಉಚಿತ ಆರೋಗ್ಯ ತಪಾಸಣಾ ಶಿಬಿರ ಹಮ್ಮಿಕೊಳ್ಳಲಾಯಿತು. ಮಹಾಸಭಾದ 100ಕ್ಕೂ ಹೆಚ್ಚು ಪದಾಧಿಕಾರಿಗಳು ಹಾಗೂ ಸಾರ್ವಜನಿಕರು ಶಿಬಿರದಲ್ಲಿ ಪಾಲ್ಗೊಂಡು ತಪಾಸಣೆ ಮಾಡಿಸಿಕೊಂಡರು. ಮಧುಮೇಹ, ರಕ್ತದೊತ್ತಡ, ಹೃದಯ ಸಂಬಂಧಿ ಕಾಯಿಲೆಗಳ ಪರೀಕ್ಷೆ ನಡೆಸಿ ಸಲಹೆ ನೀಡಲಾಯಿತು. ಈ ಸಂದರ್ಭದಲ್ಲಿ ಮಹಾಸಭಾದ ಜಿಲ್ಲಾಧ್ಯಕ್ಷ ಪ್ರಹ್ಲಾದ ಅಗಳಿ, ಗುರುರಾಜ ಎನ್.ಜೋಶಿ, ವೈದ್ಯ ಕೆ.ಜಿ. ಕುಲಕರ್ಣಿ ಹಾಗೂ ಇತರರು ಉಪಸ್ಥಿತರಿದ್ದರು. (43, 1194, 396, 1318)
article3-byline: •ಸುದ್ದಿಮೂಲ ವಾರ್ತೆ, ಗಂಗಾವತಿ, ಸೆ. 16: (889, 635, 1070, 649)
